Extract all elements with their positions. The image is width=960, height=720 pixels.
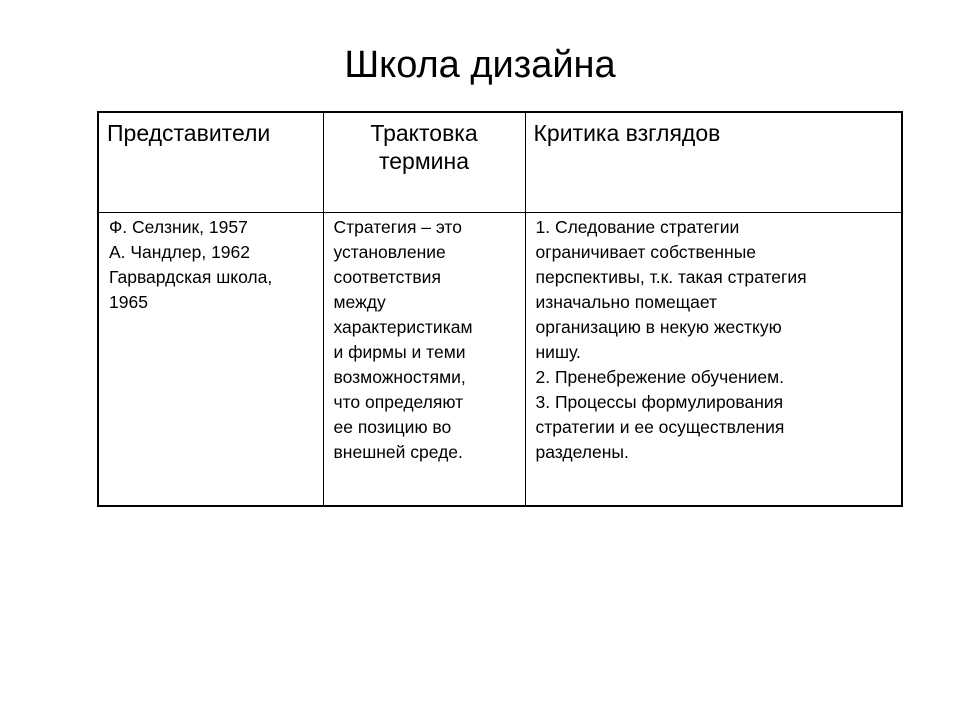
header-text: Трактовка — [370, 120, 478, 146]
cell-line: внешней среде. — [333, 441, 463, 462]
cell-line: характеристикам — [333, 316, 473, 337]
cell-interpretation — [323, 212, 525, 506]
cell-line: 2. Пренебрежение обучением. — [535, 366, 785, 387]
cell-line: Стратегия – это — [333, 216, 462, 237]
cell-line: ее позицию во — [333, 416, 452, 437]
cell-line: возможностями, — [333, 366, 466, 387]
design-school-table — [97, 111, 903, 507]
header-representatives — [98, 112, 323, 212]
cell-line: нишу. — [535, 341, 581, 362]
slide-title: Школа дизайна — [344, 44, 616, 86]
cell-line: между — [333, 291, 386, 312]
cell-line: организацию в некую жесткую — [535, 316, 782, 337]
cell-line: Гарвардская школа, — [109, 266, 273, 287]
cell-representatives — [98, 212, 323, 506]
cell-line: что определяют — [333, 391, 464, 412]
header-text: термина — [378, 148, 469, 174]
cell-criticism — [525, 212, 902, 506]
cell-line: ограничивает собственные — [535, 241, 757, 262]
cell-line: 1. Следование стратегии — [535, 216, 740, 237]
cell-line: Ф. Селзник, 1957 — [109, 216, 248, 237]
table-header-row — [98, 112, 902, 212]
cell-line: А. Чандлер, 1962 — [109, 241, 250, 262]
header-text: Представители — [107, 120, 271, 146]
cell-line: изначально помещает — [535, 291, 718, 312]
cell-line: 3. Процессы формулирования — [535, 391, 784, 412]
cell-line: перспективы, т.к. такая стратегия — [535, 266, 807, 287]
header-criticism — [525, 112, 902, 212]
table-row — [98, 212, 902, 506]
cell-line: и фирмы и теми — [333, 341, 466, 362]
cell-line: соответствия — [333, 266, 441, 287]
cell-line: разделены. — [535, 441, 629, 462]
header-interpretation — [323, 112, 525, 212]
cell-line: установление — [333, 241, 446, 262]
header-text: Критика взглядов — [533, 120, 721, 146]
cell-line: 1965 — [109, 291, 148, 312]
cell-line: стратегии и ее осуществления — [535, 416, 785, 437]
